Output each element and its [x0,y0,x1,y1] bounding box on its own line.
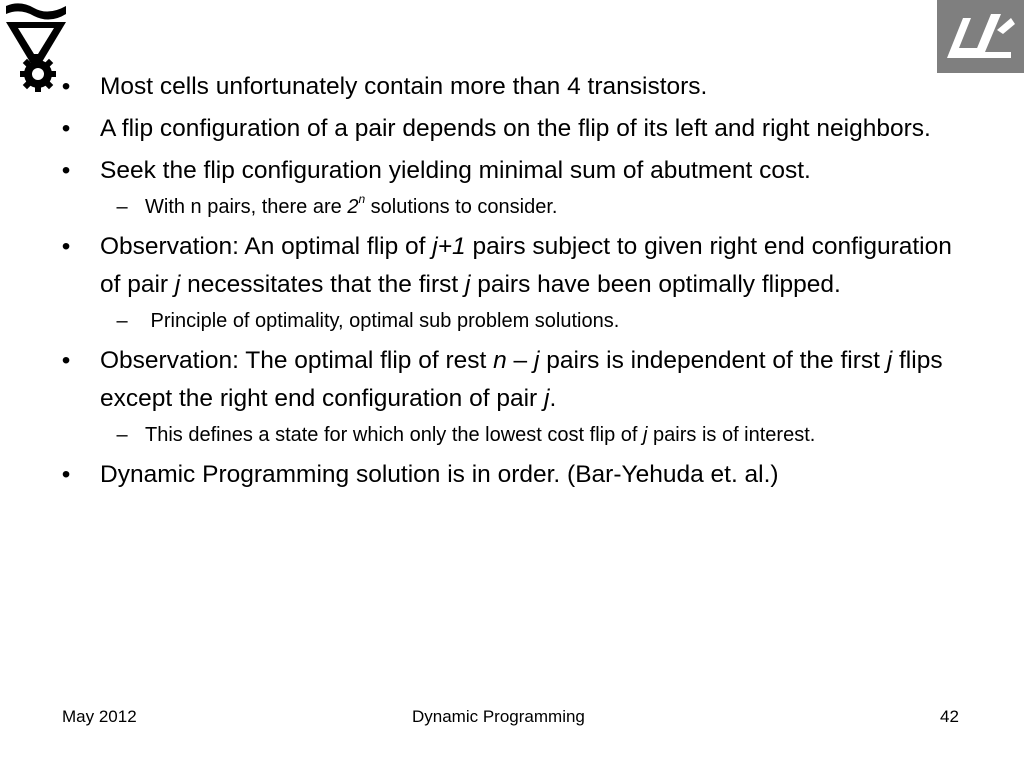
hebrew-letter-logo-icon [937,0,1024,73]
bullet-mark: • [61,115,71,142]
bullet-mark: • [61,347,71,374]
bullet-text: Observation: An optimal flip of j+1 pairs subject to given right end configuration of pair j necessitates that the first j pairs have been optimally flipped. [100,233,952,298]
bullet-text: Dynamic Programming solution is in order. (Bar-Yehuda et. al.) [100,461,779,488]
bullet-mark: • [61,233,71,260]
bullet-text: Seek the flip configuration yielding minimal sum of abutment cost. [100,157,811,184]
footer-title: Dynamic Programming [412,707,585,726]
sub-bullet-mark: – [116,424,128,446]
bullet-item [56,110,966,148]
bullet-list [56,68,966,498]
sub-bullet-text: Principle of optimality, optimal sub problem solutions. [145,310,620,332]
sub-bullet-mark: – [116,196,128,218]
sub-bullet-mark: – [116,310,128,332]
footer-page-number: 42 [940,707,959,726]
bullet-text: A flip configuration of a pair depends on the flip of its left and right neighbors. [100,115,931,142]
sub-bullet-item [56,305,966,338]
bullet-item [56,152,966,190]
bullet-text: Most cells unfortunately contain more than 4 transistors. [100,73,708,100]
bullet-mark: • [61,157,71,184]
sub-bullet-text: This defines a state for which only the lowest cost flip of j pairs is of interest. [145,424,816,446]
bullet-item [56,456,966,494]
bullet-item [56,342,966,418]
bullet-text: Observation: The optimal flip of rest n – j pairs is independent of the first j flips except the right end configuration of pair j. [100,347,943,412]
sub-bullet-item [56,419,966,452]
footer-date: May 2012 [62,707,137,726]
bullet-item [56,228,966,304]
bullet-mark: • [61,461,71,488]
bullet-mark: • [61,73,71,100]
bullet-item [56,68,966,106]
sub-bullet-text: With n pairs, there are 2$^n$ solutions to consider. [145,192,558,218]
sub-bullet-item [56,191,966,224]
